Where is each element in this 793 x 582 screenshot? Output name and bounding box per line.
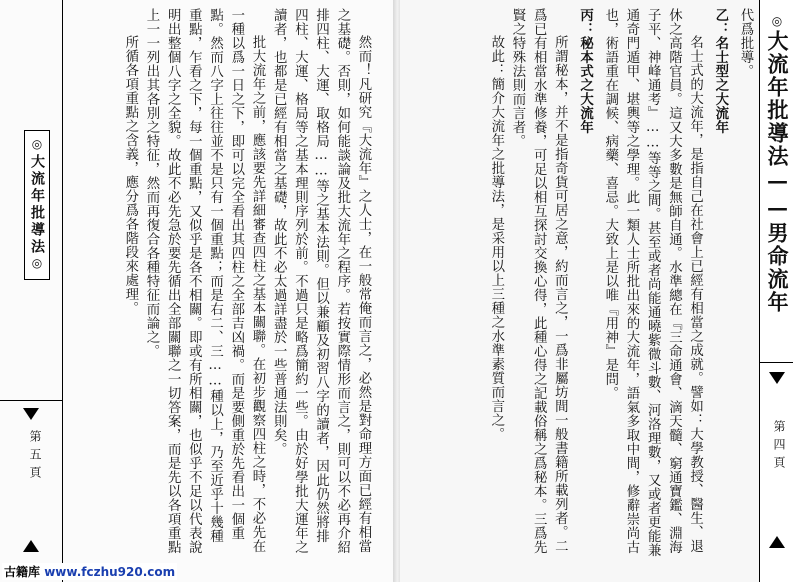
right-page-number: 第四頁 [772,420,786,474]
paragraph: 所循各項重點之含義，應分爲各階段來處理。 [122,34,138,315]
watermark [2,563,177,580]
ornament-icon: ◎ [30,137,44,154]
right-margin-title-box [765,14,789,314]
left-margin-title-box [24,130,50,280]
ornament-icon: ◎ [770,14,784,30]
triangle-down-icon [23,408,39,420]
paragraph: 批大流年之前，應該要先詳細審查四柱之基本關聯。在初步觀察四柱之時，不必先在一種以爲一日之下，即可以完全看出其四柱之全部吉凶禍。而是要側重於先看出一個重點。然而八字上往往並不是只有一個重點；而是右二、三……種以上，乃至近乎十幾種重點，乍看之下，每一個重點，又似乎是各不相關。即或有所相關，也似乎不足以代表說明出整個八字之全貌。故此不必先急於要先循出全部關聯之一切答案，而是先以各項重點上一一列出其各別之特征，然而再復合各種特征而論之。 [143,8,265,554]
right-page [400,0,793,582]
right-body-text [406,8,756,564]
left-page-number: 第五頁 [28,430,42,484]
watermark-site-name: 古籍库 [4,565,41,579]
section-heading: 丙：秘本式之大流年 [577,8,594,134]
triangle-up-icon [769,536,785,548]
divider [760,362,793,363]
left-page [0,0,395,582]
paragraph: 名士式的大流年，是指自己在社會上已經有相當之成就。譬如：大學教授、醫生、退休之高階官員。這又大多數是無師自通。水準總在『三命通會、滴天髓、窮通寶鑑、淵海子平、神峰通考』……等等之間。甚至或者尚能通曉紫微斗數、河洛理數，又或者更能兼通奇門遁甲、堪輿等之學理。此一類人士所批出來的大流年，語氣多取中間，修辭崇尚古也，術語重在調候、病藥、喜忌。大致上是以唯『用神』是問。 [602,8,703,558]
left-margin-bar [0,0,63,582]
paragraph: 所謂秘本，并不是指奇貨可居之意，約而言之，一爲非屬坊間一般書籍所載列者。二爲已有相當水準修養，可足以相互探討交換心得，此種心得之記載俗稱之爲秘本。三爲先賢之特殊法則而言者。 [509,8,568,554]
watermark-url: www.fczhu920.com [44,565,176,579]
triangle-down-icon [769,372,785,384]
triangle-up-icon [23,540,39,552]
divider [0,400,62,401]
left-body-text [64,8,374,556]
section-heading: 乙：名士型之大流年 [712,8,729,134]
right-margin-title: 大流年批導法——男命流年 [765,30,790,314]
paragraph: 然而！凡研究『大流年』之人士，在一般常俺而言之，必然是對命理方面已經有相當之基礎。否則，如何能談論及批大流年之程序。若按實際情形而言之，則可以不必再介紹排四柱、大運、取格局……等之基本法則。但以兼顧及初習八字的讀者，因此仍然將排四柱、大運、格局等之基本理則序列於前。不過只是略爲簡約一些。由於好學批大運年之讀者，也都是已經有相當之基礎，故此不必太過詳盡於一些普通法則矣。 [271,8,371,554]
right-margin-bar [759,0,793,582]
left-margin-title: 大流年批導法 [29,154,45,256]
ornament-icon: ◎ [30,256,44,273]
paragraph: 代爲批導。 [738,8,753,78]
paragraph: 故此：簡介大流年之批導法，是采用以上三種之水準素質而言之。 [488,34,504,441]
